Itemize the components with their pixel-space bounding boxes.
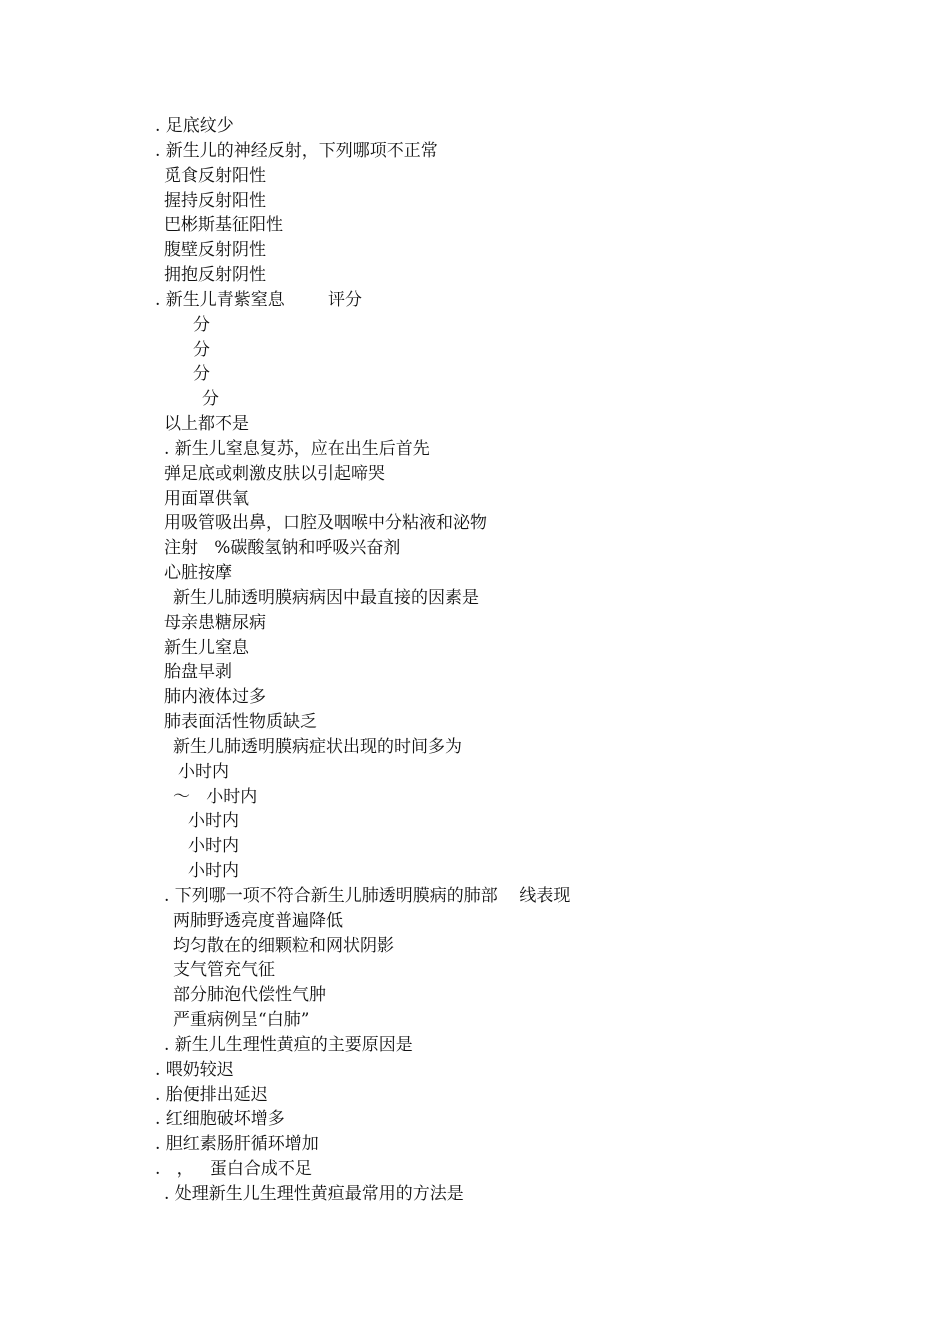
option-line: . 胆红素肠肝循环增加 [155,1134,319,1154]
question-line: . 处理新生儿生理性黄疸最常用的方法是 [164,1184,464,1204]
option-line: 小时内 [188,811,239,831]
option-line: 弹足底或刺激皮肤以引起啼哭 [164,464,385,484]
option-line: 注射 %碳酸氢钠和呼吸兴奋剂 [164,538,401,558]
option-line: 觅食反射阳性 [164,166,266,186]
option-line: 分 [202,389,219,409]
option-line: 用面罩供氧 [164,489,249,509]
option-line: 分 [193,340,210,360]
question-line: . 新生儿窒息复苏，应在出生后首先 [164,439,430,459]
question-line: 新生儿肺透明膜病病因中最直接的因素是 [173,588,479,608]
option-line: 巴彬斯基征阳性 [164,215,283,235]
option-line: ～ 小时内 [173,787,258,807]
question-line: . 下列哪一项不符合新生儿肺透明膜病的肺部 线表现 [164,886,571,906]
option-line: 以上都不是 [164,414,249,434]
option-line: 小时内 [188,861,239,881]
question-line: . 新生儿青紫窒息 评分 [155,290,363,310]
option-line: . 胎便排出延迟 [155,1085,268,1105]
option-line: 握持反射阳性 [164,191,266,211]
option-line: 均匀散在的细颗粒和网状阴影 [173,936,394,956]
option-line: 小时内 [178,762,229,782]
option-line: 腹壁反射阴性 [164,240,266,260]
option-line: 分 [193,364,210,384]
option-line: 心脏按摩 [164,563,232,583]
option-line: 用吸管吸出鼻，口腔及咽喉中分粘液和泌物 [164,513,487,533]
question-line: . 新生儿生理性黄疸的主要原因是 [164,1035,413,1055]
question-line: . 新生儿的神经反射，下列哪项不正常 [155,141,438,161]
option-line: 部分肺泡代偿性气肿 [173,985,326,1005]
question-line: 新生儿肺透明膜病症状出现的时间多为 [173,737,462,757]
option-line: . 喂奶较迟 [155,1060,234,1080]
option-line: 小时内 [188,836,239,856]
option-line: 肺内液体过多 [164,687,266,707]
text-line: . 足底纹少 [155,116,234,136]
option-line: 两肺野透亮度普遍降低 [173,911,343,931]
option-line: 严重病例呈“白肺” [173,1010,310,1030]
option-line: 支气管充气征 [173,960,275,980]
option-line: 胎盘早剥 [164,662,232,682]
option-line: 拥抱反射阴性 [164,265,266,285]
option-line: . 红细胞破坏增多 [155,1109,285,1129]
option-line: 母亲患糖尿病 [164,613,266,633]
option-line: . ， 蛋白合成不足 [155,1159,312,1179]
option-line: 肺表面活性物质缺乏 [164,712,317,732]
option-line: 分 [193,315,210,335]
option-line: 新生儿窒息 [164,638,249,658]
